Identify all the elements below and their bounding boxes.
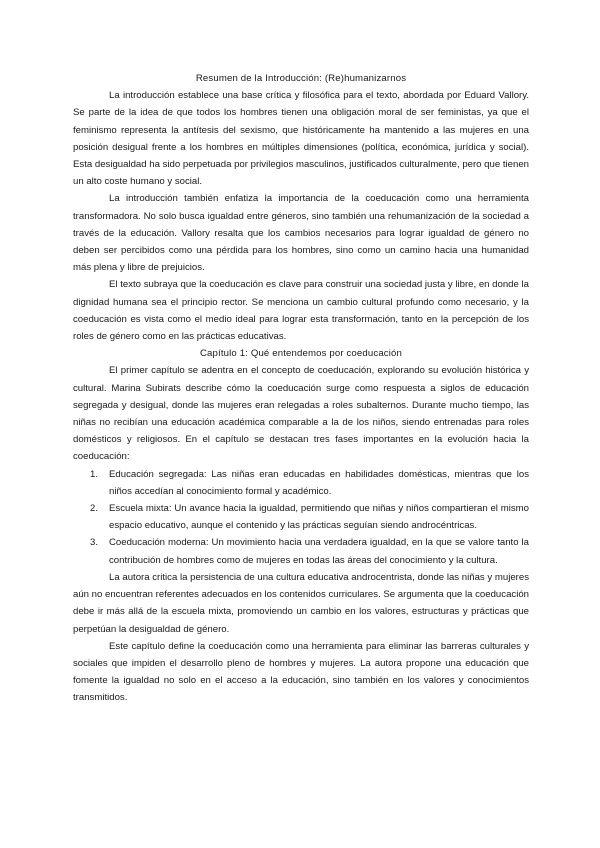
paragraph-capitulo-intro: El primer capítulo se adentra en el concepto de coeducación, explorando su evolución histórica y cultural. Marina Subirats describe cómo la coeducación surge como respuesta a siglos de educación segregada y desigual, donde las mujeres eran relegadas a roles subalternos. Durante mucho tiempo, las niñas no recibían una educación académica comparable a la de los niños, siendo entrenadas para roles domésticos y religiosos. En el capítulo se destacan tres fases importantes en la evolución hacia la coeducación: (73, 365, 529, 463)
phases-list (73, 466, 529, 569)
list-item (73, 500, 529, 534)
document-body (73, 70, 529, 707)
list-item-text: Escuela mixta: Un avance hacia la igualdad, permitiendo que niñas y niños compartieran el mismo espacio educativo, aunque el contenido y las prácticas seguían siendo androcéntricas. (109, 503, 529, 532)
list-number: 1. (90, 468, 99, 480)
paragraph-intro-3: El texto subraya que la coeducación es clave para construir una sociedad justa y libre, en donde la dignidad humana sea el principio rector. Se menciona un cambio cultural profundo como necesario, y la coeducación es vista como el medio ideal para lograr esta transformación, tanto en la percepción de los roles de género como en las prácticas educativas. (73, 279, 529, 343)
list-number: 3. (90, 537, 99, 549)
list-item-text: Educación segregada: Las niñas eran educadas en habilidades domésticas, mientras que los niños accedían al conocimiento formal y académico. (109, 468, 529, 497)
list-item (73, 534, 529, 568)
list-item (73, 466, 529, 500)
paragraph-capitulo-2: Este capítulo define la coeducación como una herramienta para eliminar las barreras culturales y sociales que impiden el desarrollo pleno de hombres y mujeres. La autora propone una educación que fomente la igualdad no solo en el acceso a la educación, sino también en los valores y conocimientos transmitidos. (73, 640, 529, 704)
list-number: 2. (90, 503, 99, 515)
list-item-text: Coeducación moderna: Un movimiento hacia una verdadera igualdad, en la que se valore tanto la contribución de hombres como de mujeres en todas las áreas del conocimiento y la cultura. (109, 537, 529, 566)
section-title-introduccion: Resumen de la Introducción: (Re)humanizarnos (195, 73, 407, 84)
paragraph-intro-1: La introducción establece una base crítica y filosófica para el texto, abordada por Eduard Vallory. Se parte de la idea de que todos los hombres tienen una obligación moral de ser feministas, ya que el feminismo representa la antítesis del sexismo, que históricamente ha mantenido a las mujeres en una posición desigual frente a los hombres en múltiples dimensiones (política, económica, jurídica y social). Esta desigualdad ha sido perpetuada por privilegios masculinos, justificados culturalmente, pero que tienen un alto coste humano y social. (73, 90, 529, 188)
section-title-capitulo-1: Capítulo 1: Qué entendemos por coeducación (199, 348, 403, 360)
paragraph-intro-2: La introducción también enfatiza la importancia de la coeducación como una herramienta transformadora. No solo busca igualdad entre géneros, sino también una rehumanización de la sociedad a través de la educación. Vallory resalta que los cambios necesarios para lograr igualdad de género no deben ser percibidos como una pérdida para los hombres, sino como un camino hacia una humanidad más plena y libre de prejuicios. (73, 193, 529, 274)
paragraph-capitulo-1: La autora critica la persistencia de una cultura educativa androcentrista, donde las niñas y mujeres aún no encuentran referentes adecuados en los contenidos curriculares. Se argumenta que la coeducación debe ir más allá de la escuela mixta, promoviendo un cambio en los valores, estructuras y prácticas que perpetúan la desigualdad de género. (73, 571, 530, 635)
